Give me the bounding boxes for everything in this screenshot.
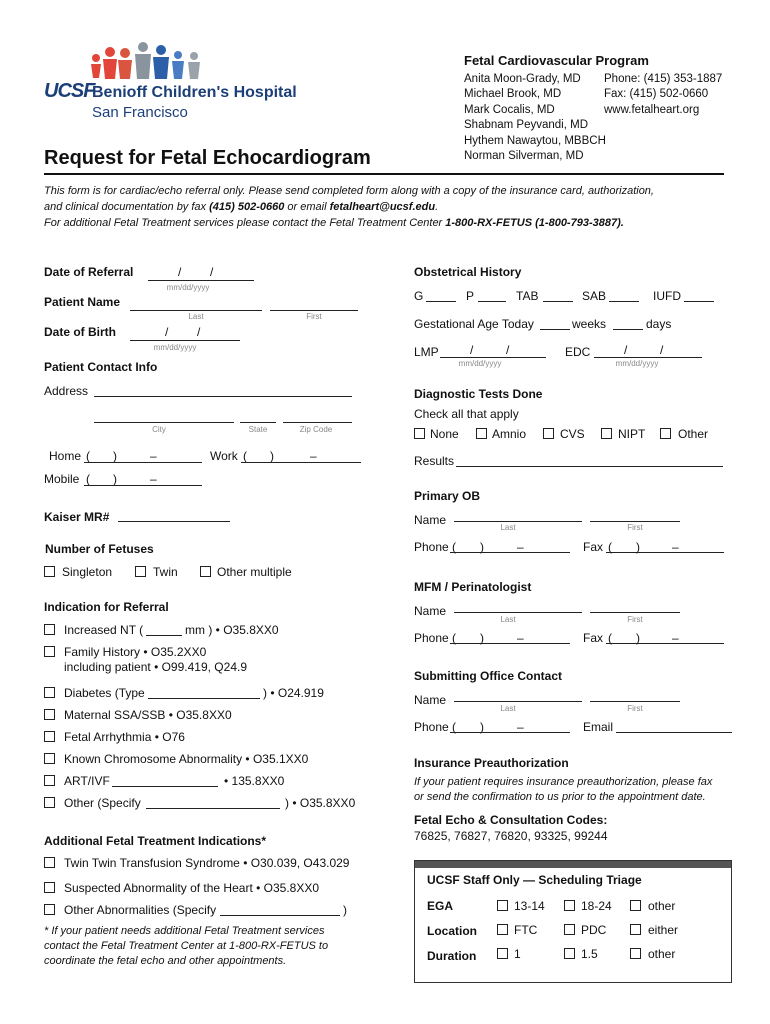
- primary-ob-first-field[interactable]: [590, 521, 680, 522]
- weeks-label: weeks: [572, 317, 607, 331]
- diabetes-type-field[interactable]: [148, 698, 260, 699]
- ega-other-label: other: [648, 899, 676, 913]
- submitting-last-field[interactable]: [454, 701, 582, 702]
- art-ivf-label: ART/IVF: [64, 774, 110, 788]
- maternal-ssa-label: Maternal SSA/SSB • O35.8XX0: [64, 708, 232, 722]
- duration-1-5-checkbox[interactable]: [564, 948, 575, 959]
- paren: ): [270, 449, 274, 463]
- dash: –: [310, 449, 317, 463]
- caption-last: Last: [500, 704, 516, 713]
- dash: –: [150, 449, 157, 463]
- intro-line-1: This form is for cardiac/echo referral only. Please send completed form along with a copy of the insurance card, authorization,: [44, 185, 654, 197]
- ega-other-checkbox[interactable]: [630, 900, 641, 911]
- other-abnormalities-field[interactable]: [220, 915, 340, 916]
- increased-nt-code: mm ) • O35.8XX0: [185, 623, 279, 637]
- form-title: Request for Fetal Echocardiogram: [44, 147, 371, 169]
- diabetes-label: Diabetes (Type: [64, 686, 145, 700]
- date-format-caption: mm/dd/yyyy: [458, 359, 502, 368]
- fetal-treatment-footnote: [44, 924, 328, 969]
- program-website[interactable]: www.fetalheart.org: [604, 103, 700, 116]
- caption-city: City: [152, 425, 166, 434]
- submitting-email-label: Email: [583, 720, 614, 734]
- edc-label: EDC: [565, 345, 591, 359]
- other-multiple-checkbox[interactable]: [200, 566, 211, 577]
- location-ftc-checkbox[interactable]: [497, 924, 508, 935]
- heart-abnormality-checkbox[interactable]: [44, 882, 55, 893]
- primary-ob-phone-label: Phone: [414, 540, 449, 554]
- maternal-ssa-checkbox[interactable]: [44, 709, 55, 720]
- paren: ): [480, 631, 484, 645]
- mfm-fax-label: Fax: [583, 631, 604, 645]
- ega-18-24-label: 18-24: [581, 899, 612, 913]
- dash: –: [517, 720, 524, 734]
- edc-field[interactable]: [594, 357, 702, 358]
- paren: ): [113, 472, 117, 486]
- hospital-city: San Francisco: [92, 104, 188, 121]
- singleton-label: Singleton: [62, 565, 113, 579]
- location-either-label: either: [648, 923, 679, 937]
- caption-first: First: [627, 615, 643, 624]
- triage-title: UCSF Staff Only — Scheduling Triage: [427, 873, 642, 887]
- paren: (: [608, 631, 612, 645]
- iufd-field[interactable]: [684, 301, 714, 302]
- duration-label: Duration: [427, 949, 477, 963]
- location-label: Location: [427, 924, 477, 938]
- ega-18-24-checkbox[interactable]: [564, 900, 575, 911]
- twin-checkbox[interactable]: [135, 566, 146, 577]
- num-fetuses-heading: Number of Fetuses: [45, 542, 154, 556]
- date-slash: /: [470, 343, 474, 357]
- date-slash: /: [197, 325, 201, 339]
- ega-13-14-label: 13-14: [514, 899, 545, 913]
- check-all-label: Check all that apply: [414, 407, 519, 421]
- duration-1-label: 1: [514, 947, 521, 961]
- other-indication-code: ) • O35.8XX0: [285, 796, 356, 810]
- other-abnormalities-checkbox[interactable]: [44, 904, 55, 915]
- paren: (: [452, 720, 456, 734]
- intro-line-3: For additional Fetal Treatment services please contact the Fetal Treatment Center 1-800-RX-FETUS (1-800-793-3887).: [44, 217, 624, 229]
- primary-ob-fax-field[interactable]: [606, 552, 724, 553]
- work-phone-field[interactable]: [241, 462, 361, 463]
- other-test-label: Other: [678, 427, 709, 441]
- art-ivf-checkbox[interactable]: [44, 775, 55, 786]
- primary-ob-fax-label: Fax: [583, 540, 604, 554]
- none-checkbox[interactable]: [414, 428, 425, 439]
- dob-label: Date of Birth: [44, 325, 116, 339]
- other-abnormalities-label: Other Abnormalities (Specify: [64, 903, 217, 917]
- staff-list: [464, 72, 606, 164]
- nipt-label: NIPT: [618, 427, 646, 441]
- primary-ob-heading: Primary OB: [414, 489, 481, 503]
- family-history-label: Family History • O35.2XX0: [64, 645, 207, 659]
- paren: ): [636, 540, 640, 554]
- submitting-phone-field[interactable]: [450, 732, 570, 733]
- duration-other-label: other: [648, 947, 676, 961]
- tab-label: TAB: [516, 289, 539, 303]
- art-ivf-field[interactable]: [112, 786, 218, 787]
- cvs-checkbox[interactable]: [543, 428, 554, 439]
- iufd-label: IUFD: [653, 289, 681, 303]
- paren: (: [86, 449, 90, 463]
- duration-1-5-label: 1.5: [581, 947, 598, 961]
- staff-member: Norman Silverman, MD: [464, 150, 584, 163]
- paren: (: [243, 449, 247, 463]
- chromosome-abnormality-checkbox[interactable]: [44, 753, 55, 764]
- paren: ): [480, 540, 484, 554]
- primary-ob-phone-field[interactable]: [450, 552, 570, 553]
- mfm-phone-label: Phone: [414, 631, 449, 645]
- location-either-checkbox[interactable]: [630, 924, 641, 935]
- mobile-phone-field[interactable]: [84, 485, 202, 486]
- insurance-line: or send the confirmation to us prior to the appointment date.: [414, 791, 706, 803]
- ttts-label: Twin Twin Transfusion Syndrome • O30.039, O43.029: [64, 856, 350, 870]
- intro-email[interactable]: fetalheart@ucsf.edu: [329, 201, 436, 213]
- address-field[interactable]: [94, 396, 352, 397]
- dash: –: [672, 540, 679, 554]
- diabetes-code: ) • O24.919: [263, 686, 324, 700]
- ttts-checkbox[interactable]: [44, 857, 55, 868]
- fetal-arrhythmia-label: Fetal Arrhythmia • O76: [64, 730, 185, 744]
- art-ivf-code: • 135.8XX0: [224, 774, 285, 788]
- intro-fax: (415) 502-0660: [209, 201, 285, 213]
- family-history-sub: including patient • O99.419, Q24.9: [64, 660, 247, 674]
- lmp-label: LMP: [414, 345, 439, 359]
- submitting-email-field[interactable]: [616, 732, 732, 733]
- other-test-checkbox[interactable]: [660, 428, 671, 439]
- date-format-caption: mm/dd/yyyy: [615, 359, 659, 368]
- program-phone: Phone: (415) 353-1887: [604, 73, 723, 85]
- insurance-heading: Insurance Preauthorization: [414, 756, 569, 770]
- caption-last: Last: [500, 615, 516, 624]
- mfm-first-field[interactable]: [590, 612, 680, 613]
- paren: (: [452, 631, 456, 645]
- header-divider: [44, 173, 724, 175]
- ga-days-field[interactable]: [613, 329, 643, 330]
- date-format-caption: mm/dd/yyyy: [153, 343, 197, 352]
- program-title: Fetal Cardiovascular Program: [464, 53, 649, 68]
- date-slash: /: [506, 343, 510, 357]
- ega-13-14-checkbox[interactable]: [497, 900, 508, 911]
- patient-name-label: Patient Name: [44, 295, 121, 309]
- date-slash: /: [178, 265, 182, 279]
- other-multiple-label: Other multiple: [217, 565, 292, 579]
- zip-field[interactable]: [283, 422, 352, 423]
- staff-member: Mark Cocalis, MD: [464, 103, 555, 116]
- paren: ): [113, 449, 117, 463]
- duration-1-checkbox[interactable]: [497, 948, 508, 959]
- footnote-line: contact the Fetal Treatment Center at 1-800-RX-FETUS to: [44, 940, 329, 952]
- other-abnormalities-close: ): [343, 903, 347, 917]
- primary-ob-last-field[interactable]: [454, 521, 582, 522]
- primary-ob-name-label: Name: [414, 513, 447, 527]
- mfm-fax-field[interactable]: [606, 643, 724, 644]
- mfm-last-field[interactable]: [454, 612, 582, 613]
- paren: ): [480, 720, 484, 734]
- insurance-line: If your patient requires insurance preauthorization, please fax: [414, 776, 713, 788]
- ga-weeks-field[interactable]: [540, 329, 570, 330]
- program-contact: [604, 72, 722, 118]
- staff-member: Shabnam Peyvandi, MD: [464, 119, 589, 132]
- ucsf-logo: UCSF: [44, 80, 95, 102]
- intro-line-2: and clinical documentation by fax (415) 502-0660 or email fetalheart@ucsf.edu.: [44, 201, 439, 213]
- lmp-field[interactable]: [440, 357, 546, 358]
- results-field[interactable]: [456, 466, 723, 467]
- caption-last: Last: [500, 523, 516, 532]
- nipt-checkbox[interactable]: [601, 428, 612, 439]
- patient-last-name-field[interactable]: [130, 310, 262, 311]
- address-label: Address: [44, 384, 89, 398]
- submitting-office-heading: Submitting Office Contact: [414, 669, 562, 683]
- cvs-label: CVS: [560, 427, 585, 441]
- kaiser-mr-label: Kaiser MR#: [44, 510, 110, 524]
- p-field[interactable]: [478, 301, 506, 302]
- submitting-name-label: Name: [414, 693, 447, 707]
- other-indication-label: Other (Specify: [64, 796, 141, 810]
- staff-triage-box: [414, 860, 732, 983]
- ga-label: Gestational Age Today: [414, 317, 534, 331]
- increased-nt-label: Increased NT (: [64, 623, 144, 637]
- paren: (: [452, 540, 456, 554]
- other-indication-checkbox[interactable]: [44, 797, 55, 808]
- increased-nt-field[interactable]: [146, 635, 182, 636]
- dash: –: [672, 631, 679, 645]
- amnio-checkbox[interactable]: [476, 428, 487, 439]
- intro-ftc-phone: 1-800-RX-FETUS (1-800-793-3887).: [445, 217, 624, 229]
- ega-label: EGA: [427, 899, 454, 913]
- increased-nt-checkbox[interactable]: [44, 624, 55, 635]
- codes-heading: Fetal Echo & Consultation Codes:: [414, 813, 608, 827]
- paren: (: [86, 472, 90, 486]
- mobile-phone-label: Mobile: [44, 472, 80, 486]
- staff-member: Anita Moon-Grady, MD: [464, 73, 581, 85]
- other-indication-field[interactable]: [146, 808, 280, 809]
- hospital-name: Benioff Children's Hospital: [92, 84, 297, 101]
- date-slash: /: [660, 343, 664, 357]
- insurance-note: [414, 775, 712, 805]
- mfm-heading: MFM / Perinatologist: [414, 580, 532, 594]
- staff-member: Michael Brook, MD: [464, 88, 562, 101]
- paren: (: [608, 540, 612, 554]
- submitting-first-field[interactable]: [590, 701, 680, 702]
- indication-heading: Indication for Referral: [44, 600, 169, 614]
- intro-text: [44, 183, 734, 231]
- caption-last: Last: [188, 312, 204, 321]
- tab-field[interactable]: [543, 301, 573, 302]
- duration-other-checkbox[interactable]: [630, 948, 641, 959]
- work-phone-label: Work: [210, 449, 238, 463]
- patient-first-name-field[interactable]: [270, 310, 358, 311]
- date-slash: /: [624, 343, 628, 357]
- days-label: days: [646, 317, 672, 331]
- codes-list: 76825, 76827, 76820, 93325, 99244: [414, 829, 608, 843]
- staff-member: Hythem Nawaytou, MBBCH: [464, 134, 606, 147]
- submitting-phone-label: Phone: [414, 720, 449, 734]
- caption-zip: Zip Code: [299, 425, 333, 434]
- triage-top-bar: [415, 861, 731, 868]
- fetal-arrhythmia-checkbox[interactable]: [44, 731, 55, 742]
- ob-history-heading: Obstetrical History: [414, 265, 522, 279]
- heart-abnormality-label: Suspected Abnormality of the Heart • O35.8XX0: [64, 881, 320, 895]
- p-label: P: [466, 289, 475, 303]
- amnio-label: Amnio: [492, 427, 527, 441]
- additional-indications-heading: Additional Fetal Treatment Indications*: [44, 834, 267, 848]
- state-field[interactable]: [240, 422, 276, 423]
- home-phone-field[interactable]: [84, 462, 202, 463]
- location-pdc-label: PDC: [581, 923, 607, 937]
- dash: –: [517, 631, 524, 645]
- twin-label: Twin: [153, 565, 178, 579]
- dob-field[interactable]: [130, 340, 240, 341]
- footnote-line: * If your patient needs additional Fetal Treatment services: [44, 925, 325, 937]
- caption-first: First: [306, 312, 322, 321]
- program-fax: Fax: (415) 502-0660: [604, 88, 709, 101]
- paren: ): [636, 631, 640, 645]
- caption-state: State: [248, 425, 268, 434]
- diabetes-checkbox[interactable]: [44, 687, 55, 698]
- location-ftc-label: FTC: [514, 923, 538, 937]
- caption-first: First: [627, 523, 643, 532]
- date-format-caption: mm/dd/yyyy: [166, 283, 210, 292]
- city-field[interactable]: [94, 422, 234, 423]
- mfm-name-label: Name: [414, 604, 447, 618]
- patient-contact-heading: Patient Contact Info: [44, 360, 158, 374]
- sab-label: SAB: [582, 289, 607, 303]
- date-slash: /: [210, 265, 214, 279]
- caption-first: First: [627, 704, 643, 713]
- dash: –: [517, 540, 524, 554]
- singleton-checkbox[interactable]: [44, 566, 55, 577]
- g-label: G: [414, 289, 424, 303]
- results-label: Results: [414, 454, 455, 468]
- footnote-line: coordinate the fetal echo and other appointments.: [44, 955, 287, 967]
- children-figures-logo: [88, 42, 208, 80]
- chromosome-abnormality-label: Known Chromosome Abnormality • O35.1XX0: [64, 752, 309, 766]
- location-pdc-checkbox[interactable]: [564, 924, 575, 935]
- sab-field[interactable]: [609, 301, 639, 302]
- family-history-checkbox[interactable]: [44, 646, 55, 657]
- date-referral-label: Date of Referral: [44, 265, 134, 279]
- dash: –: [150, 472, 157, 486]
- kaiser-mr-field[interactable]: [118, 521, 230, 522]
- diagnostic-tests-heading: Diagnostic Tests Done: [414, 387, 543, 401]
- none-label: None: [430, 427, 459, 441]
- home-phone-label: Home: [49, 449, 82, 463]
- date-slash: /: [165, 325, 169, 339]
- g-field[interactable]: [426, 301, 456, 302]
- mfm-phone-field[interactable]: [450, 643, 570, 644]
- date-referral-field[interactable]: [148, 280, 254, 281]
